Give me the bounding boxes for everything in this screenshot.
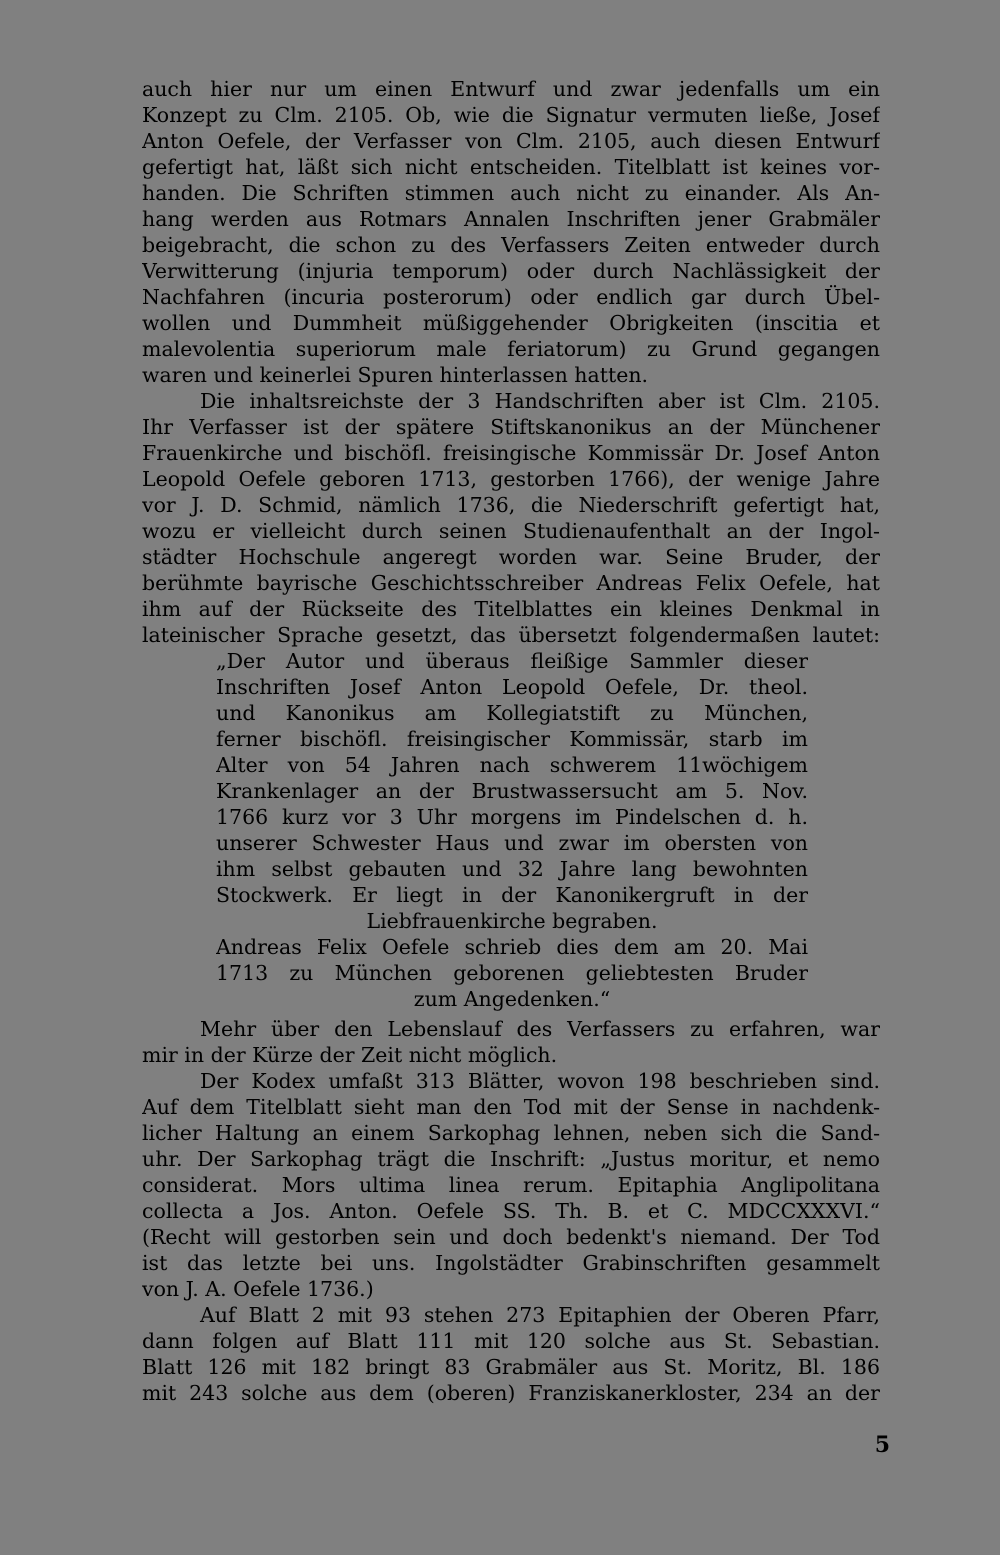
text-line: uhr. Der Sarkophag trägt die Inschrift: „Justus moritur, et nemo <box>142 1147 880 1171</box>
text-line: dann folgen auf Blatt 111 mit 120 solche aus St. Sebastian. <box>142 1329 880 1353</box>
quote-line: ferner bischöfl. freisingischer Kommissär, starb im <box>216 727 808 751</box>
text-line: collecta a Jos. Anton. Oefele SS. Th. B. et C. MDCCXXXVI.“ <box>142 1199 880 1223</box>
paragraph-draft-description <box>142 76 880 388</box>
text-line: Konzept zu Clm. 2105. Ob, wie die Signatur vermuten ließe, Josef <box>142 103 880 127</box>
text-line: considerat. Mors ultima linea rerum. Epitaphia Anglipolitana <box>142 1173 880 1197</box>
quote-line: Andreas Felix Oefele schrieb dies dem am 20. Mai <box>216 935 808 959</box>
text-line: ist das letzte bei uns. Ingolstädter Grabinschriften gesammelt <box>142 1251 880 1275</box>
quote-line: 1713 zu München geborenen geliebtesten Bruder <box>216 961 808 985</box>
text-line: vor J. D. Schmid, nämlich 1736, die Niederschrift gefertigt hat, <box>142 493 880 517</box>
text-line: lateinischer Sprache gesetzt, das übersetzt folgendermaßen lautet: <box>142 623 880 647</box>
text-line: mir in der Kürze der Zeit nicht möglich. <box>142 1043 558 1067</box>
text-line: waren und keinerlei Spuren hinterlassen hatten. <box>142 363 649 387</box>
text-line: Leopold Oefele geboren 1713, gestorben 1766), der wenige Jahre <box>142 467 880 491</box>
text-line: Blatt 126 mit 182 bringt 83 Grabmäler aus St. Moritz, Bl. 186 <box>142 1355 880 1379</box>
text-line: auch hier nur um einen Entwurf und zwar jedenfalls um ein <box>142 77 880 101</box>
text-line: beigebracht, die schon zu des Verfassers Zeiten entweder durch <box>142 233 880 257</box>
text-line: Nachfahren (incuria posterorum) oder endlich gar durch Übel- <box>142 285 880 309</box>
text-line: gefertigt hat, läßt sich nicht entscheiden. Titelblatt ist keines vor- <box>142 155 880 179</box>
block-quote-signature <box>216 934 808 1012</box>
text-line: Anton Oefele, der Verfasser von Clm. 2105, auch diesen Entwurf <box>142 129 880 153</box>
text-line: hang werden aus Rotmars Annalen Inschriften jener Grabmäler <box>142 207 880 231</box>
paragraph-author-oefele <box>142 388 880 648</box>
text-line: berühmte bayrische Geschichtsschreiber Andreas Felix Oefele, hat <box>142 571 880 595</box>
paragraph-biography-note <box>142 1016 880 1068</box>
paragraph-codex-description <box>142 1068 880 1302</box>
text-line: von J. A. Oefele 1736.) <box>142 1277 374 1301</box>
quote-line: Krankenlager an der Brustwassersucht am 5. Nov. <box>216 779 808 803</box>
quote-line: und Kanonikus am Kollegiatstift zu München, <box>216 701 808 725</box>
text-line: wollen und Dummheit müßiggehender Obrigkeiten (inscitia et <box>142 311 880 335</box>
text-line: (Recht will gestorben sein und doch bedenkt's niemand. Der Tod <box>142 1225 880 1249</box>
text-line: wozu er vielleicht durch seinen Studienaufenthalt an der Ingol- <box>142 519 880 543</box>
quote-line: 1766 kurz vor 3 Uhr morgens im Pindelschen d. h. <box>216 805 808 829</box>
text-line: Ihr Verfasser ist der spätere Stiftskanonikus an der Münchener <box>142 415 880 439</box>
text-line: städter Hochschule angeregt worden war. Seine Bruder, der <box>142 545 880 569</box>
text-line: Frauenkirche und bischöfl. freisingische Kommissär Dr. Josef Anton <box>142 441 880 465</box>
text-line: Auf dem Titelblatt sieht man den Tod mit der Sense in nachdenk- <box>142 1095 880 1119</box>
quote-line: ihm selbst gebauten und 32 Jahre lang bewohnten <box>216 857 808 881</box>
text-line: ihm auf der Rückseite des Titelblattes ein kleines Denkmal in <box>142 597 880 621</box>
block-quote-memorial <box>216 648 808 934</box>
page-number: 5 <box>874 1432 890 1458</box>
text-line: malevolentia superiorum male feriatorum) zu Grund gegangen <box>142 337 880 361</box>
text-line: handen. Die Schriften stimmen auch nicht zu einander. Als An- <box>142 181 880 205</box>
quote-line: Stockwerk. Er liegt in der Kanonikergruft in der <box>216 883 808 907</box>
text-line: Die inhaltsreichste der 3 Handschriften aber ist Clm. 2105. <box>200 389 880 413</box>
text-line: licher Haltung an einem Sarkophag lehnen, neben sich die Sand- <box>142 1121 880 1145</box>
text-line: mit 243 solche aus dem (oberen) Franziskanerkloster, 234 an der <box>142 1381 880 1405</box>
quote-line: unserer Schwester Haus und zwar im obersten von <box>216 831 808 855</box>
text-line: Der Kodex umfaßt 313 Blätter, wovon 198 beschrieben sind. <box>200 1069 880 1093</box>
text-line: Mehr über den Lebenslauf des Verfassers zu erfahren, war <box>200 1017 880 1041</box>
paragraph-folio-contents <box>142 1302 880 1406</box>
text-line: Auf Blatt 2 mit 93 stehen 273 Epitaphien der Oberen Pfarr, <box>200 1303 880 1327</box>
quote-line: zum Angedenken.“ <box>413 987 611 1011</box>
quote-line: Alter von 54 Jahren nach schwerem 11wöchigem <box>216 753 808 777</box>
quote-line: „Der Autor und überaus fleißige Sammler dieser <box>216 649 808 673</box>
quote-line: Inschriften Josef Anton Leopold Oefele, Dr. theol. <box>216 675 808 699</box>
quote-line: Liebfrauenkirche begraben. <box>366 909 658 933</box>
text-line: Verwitterung (injuria temporum) oder durch Nachlässigkeit der <box>142 259 880 283</box>
